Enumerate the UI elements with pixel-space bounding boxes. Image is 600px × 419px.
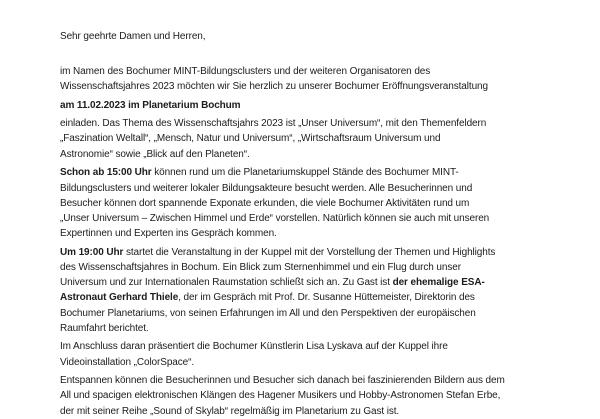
esa-astronaut-text: Astronaut Gerhard Thiele bbox=[60, 292, 179, 304]
text-line bbox=[60, 306, 550, 321]
text-line bbox=[60, 196, 550, 211]
text-run: „Faszination Weltall“, „Mensch, Natur und Universum“, „Wirtschaftsraum Universum und bbox=[60, 133, 441, 145]
text-line bbox=[60, 181, 550, 196]
text-line bbox=[60, 147, 550, 162]
text-line bbox=[60, 131, 550, 146]
text-run: Entspannen können die Besucherinnen und Besucher sich danach bei faszinierenden Bildern aus dem bbox=[60, 375, 505, 387]
text-run: Besucher können dort spannende Exponate erkunden, die viele Bochumer Aktivitäten rund um bbox=[60, 197, 470, 209]
text-run: Bochumer Planetariums, von seinen Erfahrungen im All und den Perspektiven der europäischen bbox=[60, 307, 476, 319]
text-line bbox=[60, 245, 550, 260]
text-run: Expertinnen und Experten ins Gespräch kommen. bbox=[60, 228, 277, 240]
text-line bbox=[60, 373, 550, 388]
text-line bbox=[60, 79, 550, 94]
paragraph-event-date bbox=[60, 98, 550, 113]
text-line bbox=[60, 98, 550, 113]
paragraph-art-installation bbox=[60, 339, 550, 369]
text-line bbox=[60, 355, 550, 370]
text-run: einladen. Das Thema des Wissenschaftsjahrs 2023 ist „Unser Universum“, mit den Themenfeldern bbox=[60, 118, 487, 130]
text-run: der mit seiner Reihe „Sound of Skylab“ regelmäßig im Planetarium zu Gast ist. bbox=[60, 405, 400, 417]
text-run: startet die Veranstaltung in der Kuppel mit der Vorstellung der Themen und Highlights bbox=[123, 246, 496, 258]
text-line bbox=[60, 116, 550, 131]
text-run: Astronomie“ sowie „Blick auf den Planeten“. bbox=[60, 148, 250, 160]
text-line bbox=[60, 339, 550, 354]
text-line bbox=[60, 404, 550, 419]
salutation-text: Sehr geehrte Damen und Herren, bbox=[60, 31, 206, 42]
text-run: Bildungsclusters und weiterer lokaler Bildungsakteure besucht werden. Alle Besucherinnen und bbox=[60, 182, 473, 194]
esa-astronaut-text: der ehemalige ESA- bbox=[392, 277, 485, 289]
time-19-00-text: Um 19:00 Uhr bbox=[60, 246, 124, 258]
text-run: Raumfahrt berichtet. bbox=[60, 322, 149, 334]
paragraph-evening-program bbox=[60, 245, 550, 336]
text-line bbox=[60, 275, 550, 290]
text-line bbox=[60, 165, 550, 180]
text-run: „Unser Universum – Zwischen Himmel und Erde“ vorstellen. Natürlich können sie auch mit unseren bbox=[60, 212, 490, 224]
text-line bbox=[60, 211, 550, 226]
text-line bbox=[60, 260, 550, 275]
text-run: Universum und zur Internationalen Raumstation schließt sich an. Zu Gast ist bbox=[60, 277, 393, 289]
text-line bbox=[60, 321, 550, 336]
event-date-text: am 11.02.2023 im Planetarium Bochum bbox=[60, 99, 241, 111]
text-run: Wissenschaftsjahres 2023 möchten wir Sie herzlich zu unserer Bochumer Eröffnungsveranstaltung bbox=[60, 80, 488, 92]
text-line bbox=[60, 290, 550, 305]
text-run: , der im Gespräch mit Prof. Dr. Susanne Hüttemeister, Direktorin des bbox=[178, 292, 475, 304]
text-line bbox=[60, 64, 550, 79]
text-run: All und spacigen elektronischen Klängen des Hagener Musikers und Hobby-Astronomen Stefan Erbe, bbox=[60, 390, 501, 402]
paragraph-theme bbox=[60, 116, 550, 162]
paragraph-intro bbox=[60, 64, 550, 94]
text-run: des Wissenschaftsjahres in Bochum. Ein Blick zum Sternenhimmel und ein Flug durch unser bbox=[60, 261, 461, 273]
text-run: Videoinstallation „ColorSpace“. bbox=[60, 356, 195, 368]
time-15-00-text: Schon ab 15:00 Uhr bbox=[60, 167, 152, 179]
text-line bbox=[60, 29, 550, 44]
text-line bbox=[60, 226, 550, 241]
text-line bbox=[60, 388, 550, 403]
text-run: können rund um die Planetariumskuppel Stände des Bochumer MINT- bbox=[151, 167, 459, 179]
text-run: Im Anschluss daran präsentiert die Bochumer Künstlerin Lisa Lyskava auf der Kuppel ihre bbox=[60, 341, 448, 353]
text-run: im Namen des Bochumer MINT-Bildungsclusters und der weiteren Organisatoren des bbox=[60, 65, 431, 77]
paragraph-music-program bbox=[60, 373, 550, 419]
paragraph-afternoon-program bbox=[60, 165, 550, 241]
paragraph-salutation bbox=[60, 29, 550, 44]
